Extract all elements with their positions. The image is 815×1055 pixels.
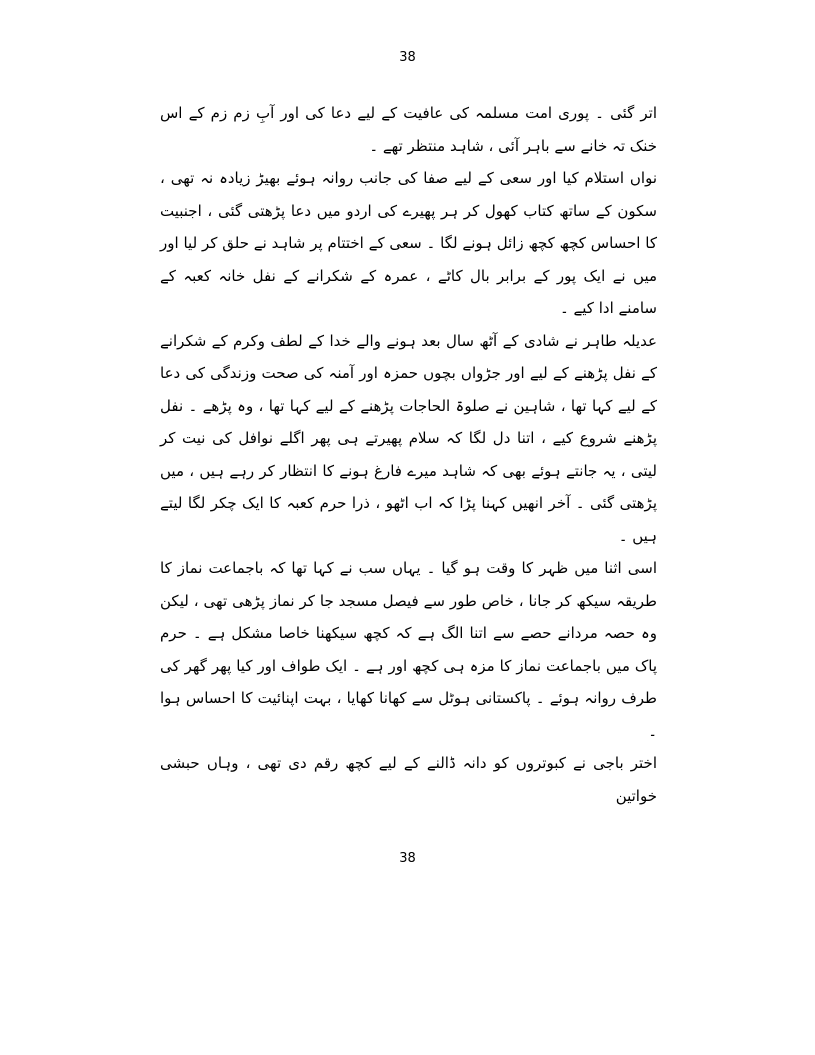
paragraph-1: اتر گئی ۔ پوری امت مسلمہ کی عافیت کے لیے دعا کی اور آبِ زم زم کے اس خنک تہ خانے سے باہر آئی ، شاہد منتظر تھے ۔: [160, 104, 657, 155]
paragraph-5: اختر باجی نے کبوتروں کو دانہ ڈالنے کے لیے کچھ رقم دی تھی ، وہاں حبشی خواتین: [160, 754, 657, 805]
body-text: [160, 97, 657, 812]
paragraph-3: عدیلہ طاہر نے شادی کے آٹھ سال بعد ہونے والے خدا کے لطف وکرم کے شکرانے کے نفل پڑھنے کے لیے اور جڑواں بچوں حمزہ اور آمنہ کی صحت وزندگی کی دعا کے لیے کہا تھا ، شاہین نے صلوۃ الحاجات پڑھنے کے لیے کہا تھا ، وہ پڑھے ۔ نفل پڑھنے شروع کیے ، اتنا دل لگا کہ سلام پھیرتے ہی پھر اگلے نوافل کی نیت کر لیتی ، یہ جانتے ہوئے بھی کہ شاہد میرے فارغ ہونے کا انتظار کر رہے ہیں ، میں پڑھتی گئی ۔ آخر انھیں کہنا پڑا کہ اب اٹھو ، ذرا حرم کعبہ کا ایک چکر لگا لیتے ہیں ۔: [160, 331, 657, 545]
page-number-bottom: 38: [399, 851, 416, 866]
paragraph-4: اسی اثنا میں ظہر کا وقت ہو گیا ۔ یہاں سب نے کہا تھا کہ باجماعت نماز کا طریقہ سیکھ کر جانا ، خاص طور سے فیصل مسجد جا کر نماز پڑھی تھی ، لیکن وہ حصہ مردانے حصے سے اتنا الگ ہے کہ کچھ سیکھنا خاصا مشکل ہے ۔ حرم پاک میں باجماعت نماز کا مزہ ہی کچھ اور ہے ۔ ایک طواف اور کیا پھر گھر کی طرف روانہ ہوئے ۔ پاکستانی ہوٹل سے کھانا کھایا ، بہت اپنائیت کا احساس ہوا ۔: [160, 559, 657, 740]
page-number-top: 38: [399, 50, 416, 65]
paragraph-2: نواں استلام کیا اور سعی کے لیے صفا کی جانب روانہ ہوئے بھیڑ زیادہ نہ تھی ، سکون کے ساتھ کتاب کھول کر ہر پھیرے کی اردو میں دعا پڑھتی گئی ، اجنبیت کا احساس کچھ کچھ زائل ہونے لگا ۔ سعی کے اختتام پر شاہد نے حلق کر لیا اور میں نے ایک پور کے برابر بال کاٹے ، عمرہ کے شکرانے کے نفل خانہ کعبہ کے سامنے ادا کیے ۔: [160, 169, 657, 317]
